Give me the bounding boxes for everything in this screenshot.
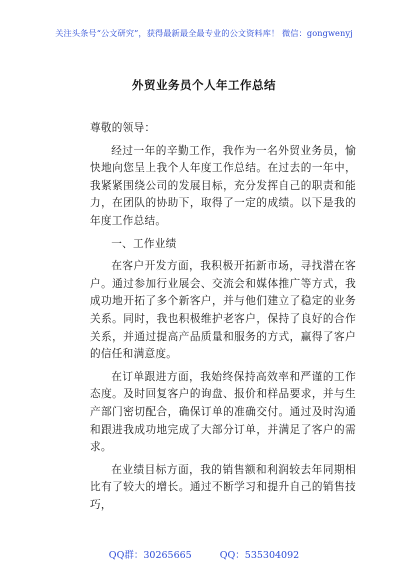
paragraph: 在客户开发方面，我积极开拓新市场，寻找潜在客户。通过参加行业展会、交流会和媒体推广等方式，我成功地开拓了多个新客户，并与他们建立了稳定的业务关系。同时，我也积极维护老客户，保持了良好的合作关系，并通过提高产品质量和服务的方式，赢得了客户的信任和满意度。 xyxy=(90,260,356,361)
section-heading: 一、工作业绩 xyxy=(111,237,177,250)
document-title: 外贸业务员个人年工作总结 xyxy=(132,78,276,92)
paragraph: 在业绩目标方面，我的销售额和利润较去年同期相比有了较大的增长。通过不断学习和提升自己的销售技巧， xyxy=(90,463,356,511)
qq-number: QQ：535304092 xyxy=(219,550,300,561)
header-banner: 关注头条号“公文研究”，获得最新最全最专业的公文资料库！ 微信：gongwenyj xyxy=(55,28,353,38)
document-body xyxy=(90,120,356,519)
paragraph: 经过一年的辛勤工作，我作为一名外贸业务员，愉快地向您呈上我个人年度工作总结。在过去的一年中，我紧紧围绕公司的发展目标，充分发挥自己的职责和能力，在团队的协助下，取得了一定的成绩。以下是我的年度工作总结。 xyxy=(90,144,356,227)
greeting: 尊敬的领导： xyxy=(90,122,156,134)
paragraph: 在订单跟进方面，我始终保持高效率和严谨的工作态度。及时回复客户的询盘、报价和样品要求，并与生产部门密切配合，确保订单的准确交付。通过及时沟通和跟进我成功地完成了大部分订单，并满足了客户的需求。 xyxy=(90,370,356,454)
qq-group-number: QQ群：30265665 xyxy=(108,550,192,561)
footer-contact xyxy=(0,547,408,561)
